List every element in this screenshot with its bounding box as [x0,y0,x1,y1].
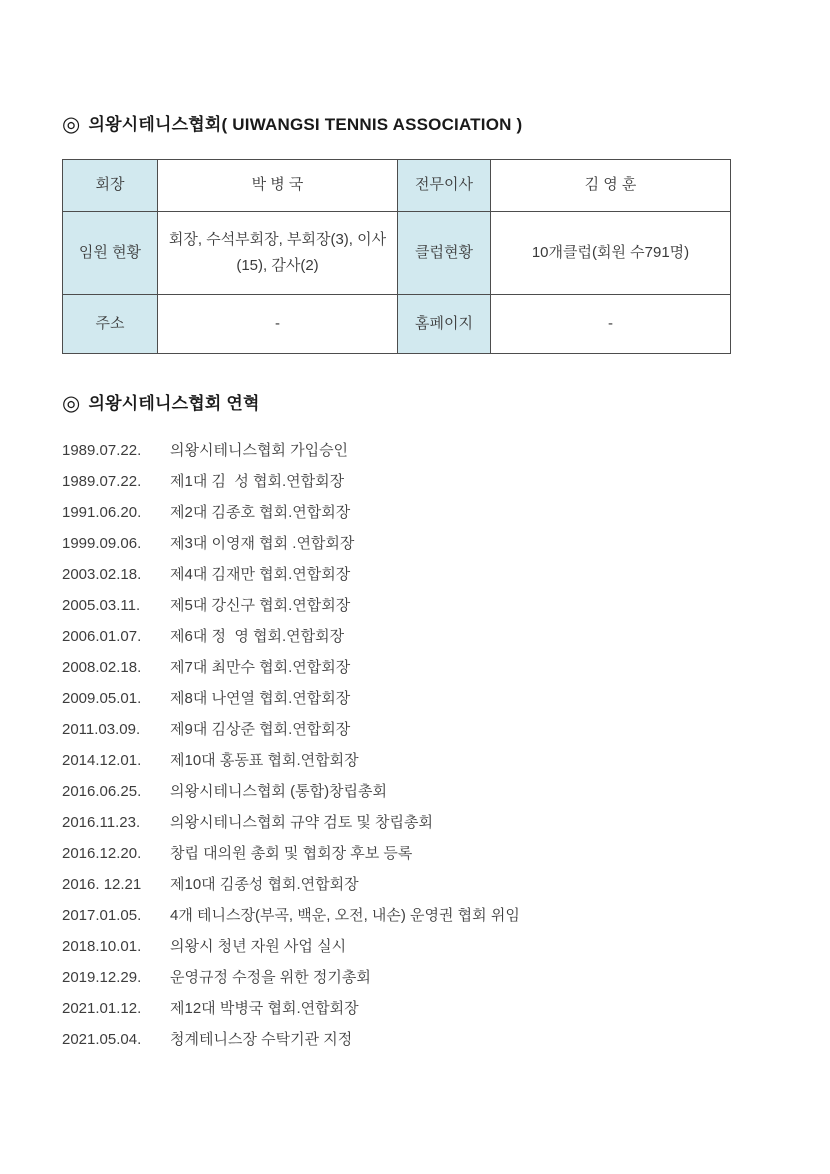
history-item [62,439,768,470]
value-cell-address: - [158,295,398,354]
history-item [62,842,768,873]
history-text: 창립 대의원 총회 및 협회장 후보 등록 [170,845,413,862]
history-date: 2011.03.09. [62,721,141,738]
history-date: 2006.01.07. [62,628,142,645]
history-date: 1991.06.20. [62,504,142,521]
association-info-table [62,159,731,354]
history-item [62,1028,768,1059]
history-text: 제1대 김 성 협회.연합회장 [170,473,345,490]
association-heading [62,112,768,138]
history-text: 제3대 이영재 협회 .연합회장 [170,535,355,552]
history-heading [62,391,768,417]
history-date: 1989.07.22. [62,473,142,490]
history-item [62,594,768,625]
history-item [62,935,768,966]
history-item [62,718,768,749]
history-text: 청계테니스장 수탁기관 지정 [170,1031,353,1048]
history-item [62,873,768,904]
history-date: 2014.12.01. [62,752,142,769]
history-date: 2016. 12.21 [62,876,142,893]
history-text: 의왕시테니스협회 (통합)창립총회 [170,783,388,800]
history-text: 제12대 박병국 협회.연합회장 [170,1000,359,1017]
history-date: 2003.02.18. [62,566,142,583]
history-item [62,749,768,780]
history-item [62,501,768,532]
history-date: 2021.01.12. [62,1000,142,1017]
history-date: 2005.03.11. [62,597,141,614]
history-date: 2021.05.04. [62,1031,142,1048]
history-list [62,439,768,1059]
table-row [63,212,731,295]
history-date: 2017.01.05. [62,907,142,924]
history-text: 제10대 홍동표 협회.연합회장 [170,752,359,769]
history-item [62,656,768,687]
history-item [62,780,768,811]
history-item [62,997,768,1028]
history-text: 운영규정 수정을 위한 정기총회 [170,969,371,986]
history-date: 2016.11.23. [62,814,141,831]
history-text: 4개 테니스장(부곡, 백운, 오전, 내손) 운영권 협회 위임 [170,907,520,924]
value-cell-president: 박 병 국 [158,160,398,212]
history-item [62,563,768,594]
history-text: 제7대 최만수 협회.연합회장 [170,659,351,676]
label-cell-officers: 임원 현황 [63,212,158,295]
history-date: 2008.02.18. [62,659,142,676]
history-text: 의왕시테니스협회 가입승인 [170,442,349,459]
history-date: 1999.09.06. [62,535,142,552]
label-cell-homepage: 홈페이지 [398,295,491,354]
association-heading-text: 의왕시테니스협회( UIWANGSI TENNIS ASSOCIATION ) [88,115,523,134]
history-text: 제9대 김상준 협회.연합회장 [170,721,351,738]
label-cell-executive-director: 전무이사 [398,160,491,212]
history-item [62,904,768,935]
history-item [62,811,768,842]
history-date: 2019.12.29. [62,969,142,986]
history-text: 제5대 강신구 협회.연합회장 [170,597,351,614]
history-item [62,470,768,501]
value-cell-executive-director: 김 영 훈 [491,160,731,212]
history-date: 2009.05.01. [62,690,142,707]
history-date: 1989.07.22. [62,442,142,459]
history-date: 2016.12.20. [62,845,142,862]
value-cell-clubs: 10개클럽(회원 수791명) [491,212,731,295]
label-cell-address: 주소 [63,295,158,354]
double-circle-bullet-icon: ◎ [62,113,81,136]
history-item [62,532,768,563]
history-item [62,625,768,656]
history-text: 제4대 김재만 협회.연합회장 [170,566,351,583]
table-row [63,295,731,354]
value-cell-officers: 회장, 수석부회장, 부회장(3), 이사(15), 감사(2) [158,212,398,295]
history-text: 의왕시 청년 자원 사업 실시 [170,938,347,955]
history-date: 2018.10.01. [62,938,142,955]
value-cell-homepage: - [491,295,731,354]
history-text: 제6대 정 영 협회.연합회장 [170,628,345,645]
table-row [63,160,731,212]
history-text: 제2대 김종호 협회.연합회장 [170,504,351,521]
history-text: 의왕시테니스협회 규약 검토 및 창립총회 [170,814,434,831]
label-cell-clubs: 클럽현황 [398,212,491,295]
double-circle-bullet-icon: ◎ [62,392,81,415]
history-date: 2016.06.25. [62,783,142,800]
history-text: 제10대 김종성 협회.연합회장 [170,876,359,893]
history-heading-text: 의왕시테니스협회 연혁 [88,394,260,413]
history-item [62,687,768,718]
history-item [62,966,768,997]
label-cell-president: 회장 [63,160,158,212]
history-text: 제8대 나연열 협회.연합회장 [170,690,351,707]
